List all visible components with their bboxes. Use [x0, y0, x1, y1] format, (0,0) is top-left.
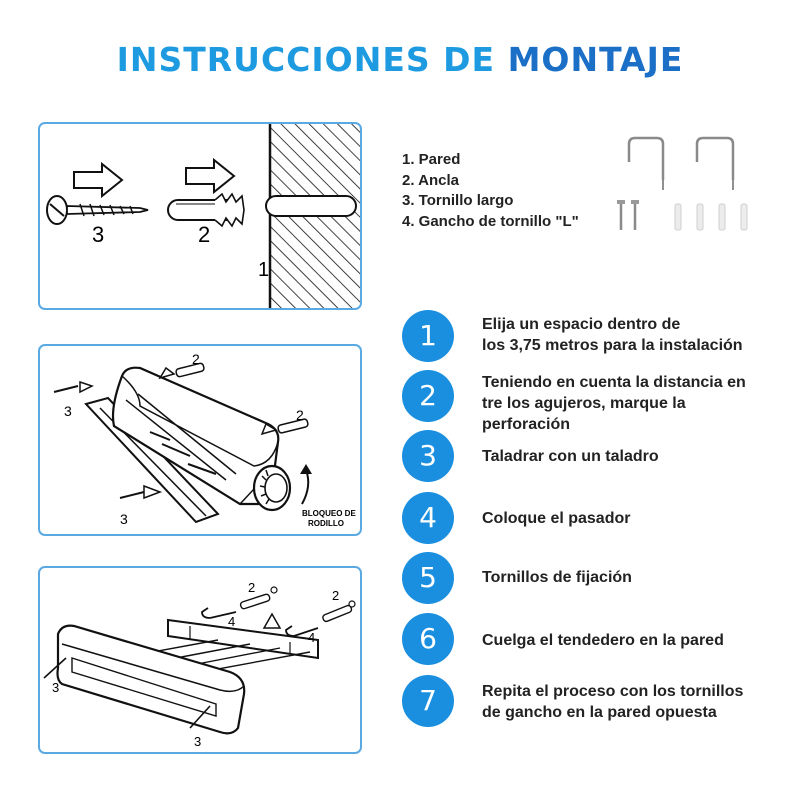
- diagram-wall-anchor-screw: [38, 122, 362, 310]
- legend-item-anchor: 2. Ancla: [402, 171, 459, 189]
- parts-legend: [402, 150, 579, 232]
- step-number-badge: 2: [402, 370, 454, 422]
- page-title: [0, 40, 800, 79]
- roller-knob-icon: [254, 466, 290, 510]
- mounted-dryer-illustration: [40, 568, 360, 752]
- step-text-line: de gancho en la pared opuesta: [482, 704, 717, 721]
- l-hook-icon: [697, 138, 733, 190]
- label-screw-1: 3: [52, 680, 60, 695]
- long-screw-icon: [47, 196, 148, 224]
- label-screw-2: 3: [194, 734, 202, 749]
- step-text-line: Repita el proceso con los tornillos: [482, 683, 744, 700]
- step-text: Cuelga el tendedero en la pared: [482, 632, 724, 649]
- label-hook-1: 4: [228, 614, 236, 629]
- hook-screw-icon: [202, 587, 277, 618]
- hook-screw-icon: [286, 601, 355, 636]
- label-anchor-right: 2: [296, 407, 304, 423]
- step-text: Coloque el pasador: [482, 510, 631, 527]
- screw-bottom-icon: [120, 486, 160, 498]
- step-number-badge: 6: [402, 613, 454, 665]
- receiver-bar-icon: [168, 620, 318, 658]
- title-part-1: INSTRUCCIONES DE: [116, 40, 496, 79]
- label-anchor-1: 2: [248, 580, 256, 595]
- wall-anchor-icon: [675, 204, 747, 230]
- label-anchor-top: 2: [192, 351, 200, 367]
- step-number-badge: 4: [402, 492, 454, 544]
- roller-block-label-2: RODILLO: [308, 519, 344, 528]
- diagram-roller-unit: [38, 344, 362, 536]
- legend-item-long-screw: 3. Tornillo largo: [402, 192, 514, 209]
- wall-anchor-screw-illustration: [40, 124, 360, 308]
- step-number-badge: 3: [402, 430, 454, 482]
- rotate-arrow-icon: [300, 464, 312, 504]
- label-anchor: 2: [198, 222, 211, 247]
- wall-icon: [266, 124, 360, 308]
- step-text: [482, 681, 782, 723]
- step-text-line: tre los agujeros, marque la: [482, 395, 686, 412]
- step-number-badge: 5: [402, 552, 454, 604]
- arrow-right-icon: [186, 160, 234, 192]
- label-anchor-2: 2: [332, 588, 340, 603]
- roller-block-label-1: BLOQUEO DE: [302, 509, 356, 518]
- roller-unit-illustration: [40, 346, 360, 534]
- step-text: [482, 372, 782, 435]
- step-text: Tornillos de fijación: [482, 569, 632, 586]
- label-wall: 1: [258, 259, 270, 281]
- label-screw-left: 3: [64, 403, 72, 419]
- step-text-line: los 3,75 metros para la instalación: [482, 337, 743, 354]
- label-hook-2: 4: [308, 630, 316, 645]
- step-text-line: perforación: [482, 416, 571, 433]
- screw-left-icon: [54, 382, 92, 392]
- arrow-up-icon: [264, 614, 280, 628]
- diagram-mounted-dryer: [38, 566, 362, 754]
- legend-item-l-hook: 4. Gancho de tornillo "L": [402, 212, 579, 230]
- legend-item-wall: 1. Pared: [402, 151, 461, 168]
- step-text-line: Elija un espacio dentro de: [482, 316, 681, 333]
- label-screw-bottom: 3: [120, 511, 128, 527]
- label-screw: 3: [92, 222, 105, 247]
- hardware-kit-icon: [605, 132, 765, 242]
- screw-icon: [617, 200, 639, 230]
- arrow-right-icon: [74, 164, 122, 196]
- step-number-badge: 7: [402, 675, 454, 727]
- title-part-2: MONTAJE: [507, 40, 684, 79]
- step-text-line: Teniendo en cuenta la distancia en: [482, 374, 746, 391]
- step-number-badge: 1: [402, 310, 454, 362]
- l-hook-icon: [629, 138, 663, 190]
- step-text: [482, 314, 782, 356]
- step-text: Taladrar con un taladro: [482, 448, 659, 465]
